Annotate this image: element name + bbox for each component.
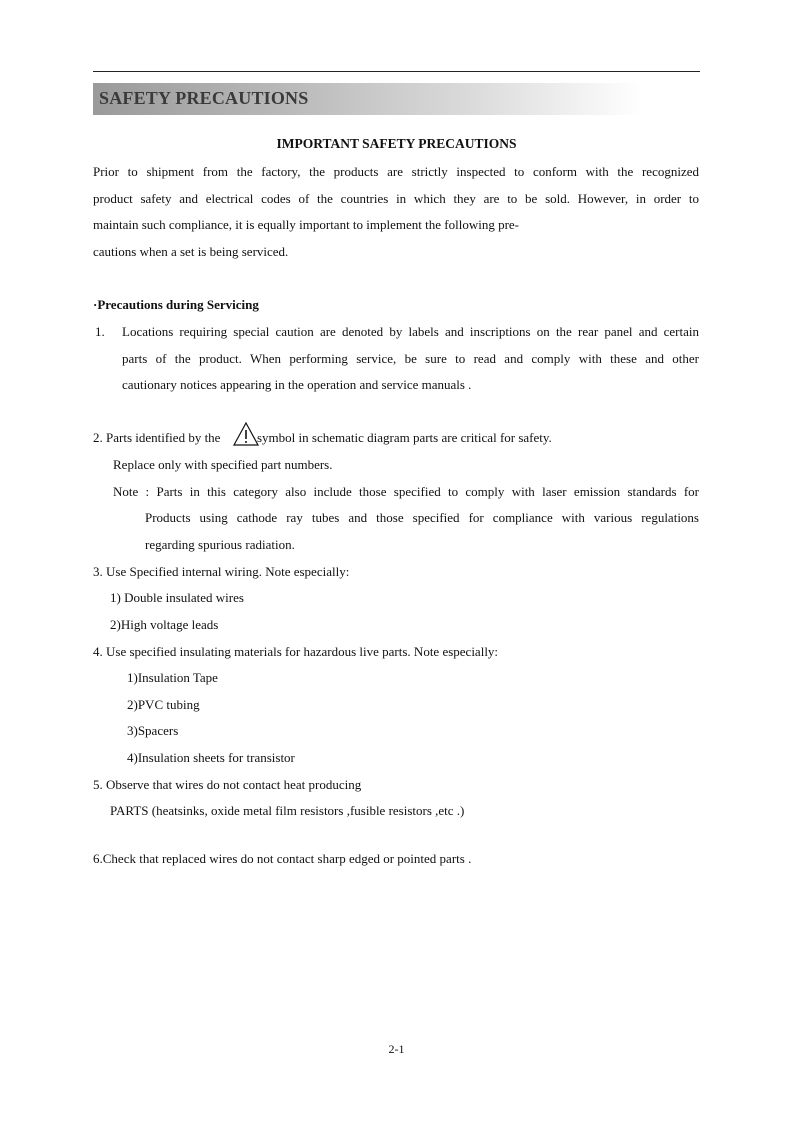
item1-line: Locations requiring special caution are denoted by labels and inscriptions on the rear panel and certain [122, 324, 699, 339]
intro-line: Prior to shipment from the factory, the products are strictly inspected to conform with the recognized [93, 164, 699, 179]
item4-heading: 4. Use specified insulating materials for hazardous live parts. Note especially: [93, 644, 499, 659]
page-number: 2-1 [388, 1042, 405, 1056]
top-rule [93, 71, 700, 72]
item3-sub: 1) Double insulated wires [110, 590, 244, 605]
item2-note: regarding spurious radiation. [145, 537, 295, 552]
section-title: SAFETY PRECAUTIONS [99, 88, 309, 108]
item3-sub: 2)High voltage leads [110, 617, 219, 632]
item5-line: 5. Observe that wires do not contact heat producing [93, 777, 362, 792]
servicing-heading: ·Precautions during Servicing [93, 297, 259, 312]
item3-heading: 3. Use Specified internal wiring. Note especially: [93, 564, 350, 579]
intro-line: cautions when a set is being serviced. [93, 244, 289, 260]
item2-prefix: 2. Parts identified by the [93, 430, 221, 445]
intro-paragraph [93, 159, 699, 266]
page-subtitle: IMPORTANT SAFETY PRECAUTIONS [276, 136, 517, 151]
item2-line: Replace only with specified part numbers. [113, 457, 333, 472]
item5-line: PARTS (heatsinks, oxide metal film resistors ,fusible resistors ,etc .) [110, 803, 465, 818]
item4-sub: 1)Insulation Tape [127, 670, 218, 685]
item2-suffix: symbol in schematic diagram parts are critical for safety. [257, 430, 552, 445]
item4-sub: 3)Spacers [127, 723, 179, 738]
item4-sub: 4)Insulation sheets for transistor [127, 750, 295, 765]
intro-line: maintain such compliance, it is equally important to implement the following pre- [93, 217, 520, 233]
intro-line: product safety and electrical codes of the countries in which they are to be sold. However, in order to [93, 190, 699, 206]
item2-note: Note : Parts in this category also include those specified to comply with laser emission standards for [113, 484, 699, 499]
item6-line: 6.Check that replaced wires do not contact sharp edged or pointed parts . [93, 851, 472, 866]
warning-triangle-icon [233, 422, 259, 446]
item1-line: parts of the product. When performing service, be sure to read and comply with these and other [122, 351, 699, 366]
item4-sub: 2)PVC tubing [127, 697, 200, 712]
item2-note: Products using cathode ray tubes and those specified for compliance with various regulations [145, 510, 699, 525]
item-number: 1. [95, 324, 105, 339]
item1-line: cautionary notices appearing in the operation and service manuals . [122, 377, 472, 392]
